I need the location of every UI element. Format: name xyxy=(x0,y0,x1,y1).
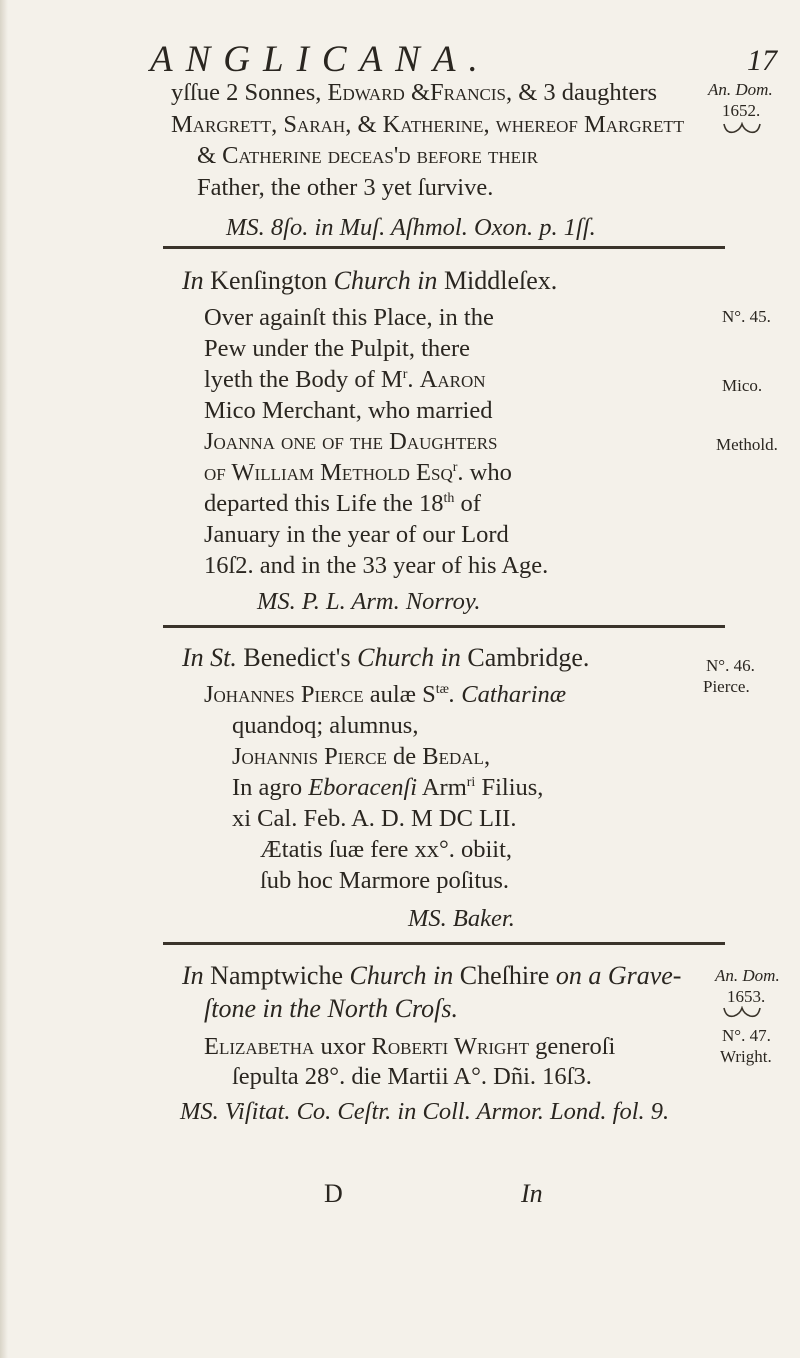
entry3-line2: quandoq; alumnus, xyxy=(232,712,419,739)
entry1-margin-label: An. Dom. xyxy=(708,80,773,99)
entry2-line2: Pew under the Pulpit, there xyxy=(204,335,471,362)
entry2-line6: of William Methold Eſq$^r$. who xyxy=(204,459,512,486)
entry2-heading: In Kenſington Church in Middleſex. xyxy=(182,266,558,295)
entry3-line1: Johannes Pierce aulæ $S^{tæ}$. Catharinæ xyxy=(204,681,567,708)
entry2-margin-number: N°. 45. xyxy=(722,307,771,326)
page-number: 17 xyxy=(747,44,777,77)
entry3-source: MS. Baker. xyxy=(408,905,515,932)
entry3-margin-name: Pierce. xyxy=(703,677,750,696)
entry2-line3: lyeth the Body of $M^r$. Aaron xyxy=(204,366,486,393)
entry4-heading-line1: In Namptwiche Church in Cheſhire on a Grave- xyxy=(182,961,682,990)
brace-ornament xyxy=(722,122,762,136)
entry1-source: MS. 8ſo. in Muſ. Aſhmol. Oxon. p. 1ſſ. xyxy=(226,214,596,241)
entry4-margin-name: Wright. xyxy=(720,1047,772,1066)
entry4-margin-number: N°. 47. xyxy=(722,1026,771,1045)
entry4-margin-year: 1653. xyxy=(727,987,766,1006)
entry3-line7: ſub hoc Marmore poſitus. xyxy=(260,867,510,894)
divider-rule xyxy=(163,625,725,628)
entry1-line1: yſſue 2 Sonnes, Edward &Francis, & 3 daughters xyxy=(171,79,658,106)
entry2-line1: Over againſt this Place, in the xyxy=(204,304,494,331)
entry1-line3: & Catherine deceas'd before their xyxy=(197,142,539,169)
entry2-line9: 16ſ2. and in the 33 year of his Age. xyxy=(204,552,549,579)
entry4-margin-label: An. Dom. xyxy=(715,966,780,985)
entry3-line3: Johannis Pierce de Bedal, xyxy=(232,743,491,770)
entry3-line5: xi Cal. Feb. A. D. M DC LII. xyxy=(232,805,517,832)
entry4-line1: Elizabetha uxor Roberti Wright generoſi xyxy=(204,1033,616,1060)
entry1-margin-year: 1652. xyxy=(722,101,761,120)
entry2-source: MS. P. L. Arm. Norroy. xyxy=(257,588,481,615)
entry3-line4: In agro Eboracenſi Arm$^{ri}$ Filius, xyxy=(232,774,544,801)
running-header: ANGLICANA. xyxy=(150,39,491,80)
signature-mark: D xyxy=(324,1179,343,1208)
entry2-line5: Joanna one of the Daughters xyxy=(204,428,498,455)
entry1-line4: Father, the other 3 yet ſurvive. xyxy=(197,174,494,201)
divider-rule xyxy=(163,942,725,945)
entry2-line8: January in the year of our Lord xyxy=(204,521,509,548)
entry3-heading: In St. Benedict's Church in Cambridge. xyxy=(182,643,590,672)
entry3-line6: Ætatis ſuæ fere xx°. obiit, xyxy=(260,836,513,863)
entry2-line7: departed this Life the 18th of xyxy=(204,490,481,517)
entry3-margin-number: N°. 46. xyxy=(706,656,755,675)
page-edge xyxy=(0,0,8,1358)
entry1-line2: Margrett, Sarah, & Katherine, whereof Margrett xyxy=(171,111,685,138)
divider-rule xyxy=(163,246,725,249)
entry2-margin-name2: Methold. xyxy=(716,435,778,454)
entry4-source: MS. Viſitat. Co. Ceſtr. in Coll. Armor. Lond. fol. 9. xyxy=(180,1098,670,1125)
entry4-line2: ſepulta 28°. die Martii A°. Dñi. 16ſ3. xyxy=(232,1063,592,1090)
entry4-heading-line2: ſtone in the North Croſs. xyxy=(204,994,458,1023)
brace-ornament xyxy=(722,1006,762,1020)
entry2-line4: Mico Merchant, who married xyxy=(204,397,493,424)
catchword: In xyxy=(521,1179,543,1208)
entry2-margin-name1: Mico. xyxy=(722,376,763,395)
